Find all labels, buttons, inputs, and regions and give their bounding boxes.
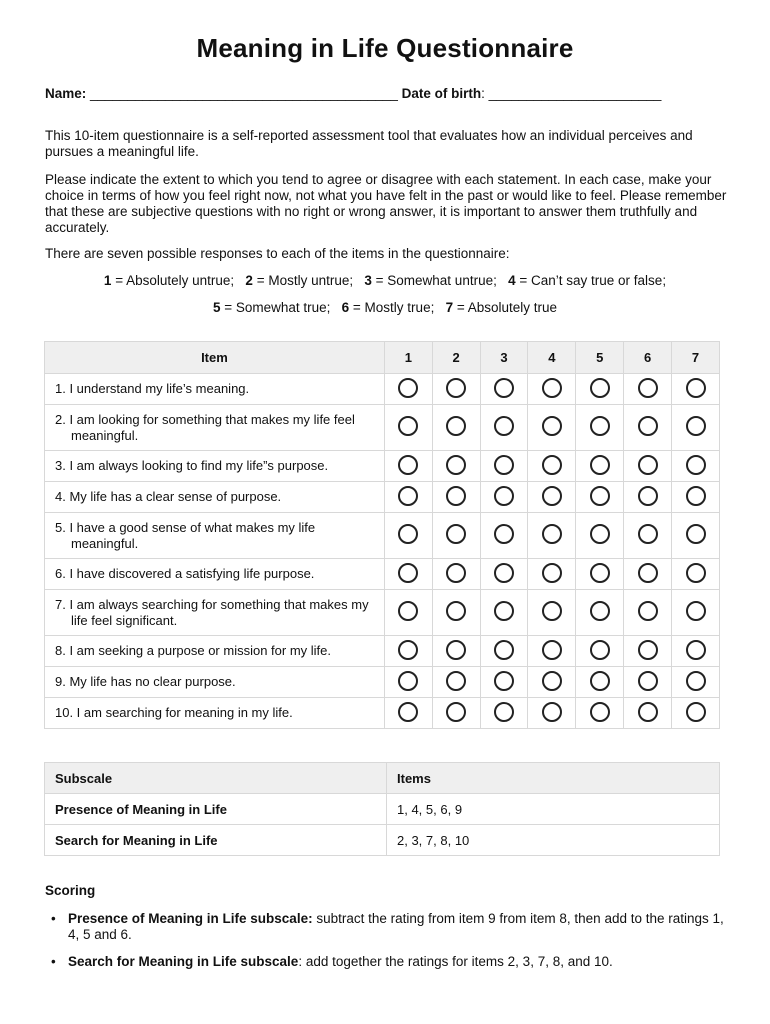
- rating-cell: [480, 374, 528, 405]
- rating-cell: [624, 405, 672, 451]
- rating-radio-3[interactable]: [494, 378, 514, 398]
- rating-cell: [624, 636, 672, 667]
- table-row: [45, 451, 720, 482]
- rating-cell: [432, 482, 480, 513]
- rating-cell: [672, 667, 720, 698]
- rating-radio-6[interactable]: [638, 378, 658, 398]
- rating-radio-4[interactable]: [542, 563, 562, 583]
- rating-cell: [480, 559, 528, 590]
- rating-radio-3[interactable]: [494, 563, 514, 583]
- bullet-icon: •: [51, 954, 56, 969]
- rating-radio-4[interactable]: [542, 702, 562, 722]
- rating-cell: [672, 405, 720, 451]
- rating-radio-2[interactable]: [446, 702, 466, 722]
- rating-radio-1[interactable]: [398, 671, 418, 691]
- rating-radio-5[interactable]: [590, 416, 610, 436]
- scoring-bold: Presence of Meaning in Life subscale:: [68, 911, 313, 926]
- rating-cell: [576, 636, 624, 667]
- rating-cell: [384, 636, 432, 667]
- rating-radio-4[interactable]: [542, 455, 562, 475]
- table-row: [45, 559, 720, 590]
- rating-cell: [528, 482, 576, 513]
- scale-line-2: [0, 300, 770, 315]
- rating-radio-3[interactable]: [494, 671, 514, 691]
- item-text: 6. I have discovered a satisfying life purpose.: [55, 566, 315, 581]
- table-header-row: [45, 342, 720, 374]
- rating-radio-4[interactable]: [542, 524, 562, 544]
- table-row: [45, 636, 720, 667]
- rating-cell: [576, 698, 624, 729]
- item-text: 8. I am seeking a purpose or mission for my life.: [55, 643, 332, 658]
- rating-radio-3[interactable]: [494, 486, 514, 506]
- table-row: [45, 794, 720, 825]
- rating-radio-1[interactable]: [398, 455, 418, 475]
- rating-radio-6[interactable]: [638, 640, 658, 660]
- rating-cell: [432, 374, 480, 405]
- scale-num: 4: [508, 273, 516, 288]
- items-column-header: Items: [387, 763, 720, 794]
- responses-intro: There are seven possible responses to each of the items in the questionnaire:: [45, 246, 510, 261]
- subscale-name: Search for Meaning in Life: [45, 825, 387, 856]
- item-text: 10. I am searching for meaning in my life.: [55, 705, 293, 720]
- rating-radio-4[interactable]: [542, 486, 562, 506]
- rating-cell: [576, 590, 624, 636]
- table-row: [45, 482, 720, 513]
- rating-radio-1[interactable]: [398, 524, 418, 544]
- page-title: Meaning in Life Questionnaire: [196, 33, 574, 63]
- rating-cell: [672, 451, 720, 482]
- scoring-text: : add together the ratings for items 2, 3, 7, 8, and 10.: [298, 954, 613, 969]
- rating-cell: [528, 451, 576, 482]
- rating-radio-1[interactable]: [398, 702, 418, 722]
- rating-cell: [624, 513, 672, 559]
- item-text: 9. My life has no clear purpose.: [55, 674, 236, 689]
- rating-cell: [672, 698, 720, 729]
- subscale-name: Presence of Meaning in Life: [45, 794, 387, 825]
- rating-radio-1[interactable]: [398, 378, 418, 398]
- scoring-bold: Search for Meaning in Life subscale: [68, 954, 299, 969]
- rating-cell: [672, 636, 720, 667]
- name-field[interactable]: _________________________________________: [90, 86, 398, 101]
- rating-cell: [576, 451, 624, 482]
- rating-radio-7[interactable]: [686, 671, 706, 691]
- rating-radio-3[interactable]: [494, 416, 514, 436]
- dob-label: Date of birth: [401, 86, 482, 101]
- rating-cell: [528, 513, 576, 559]
- rating-cell: [432, 451, 480, 482]
- rating-cell: [576, 405, 624, 451]
- rating-radio-1[interactable]: [398, 601, 418, 621]
- item-text: 2. I am looking for something that makes my life feel meaningful.: [55, 411, 355, 443]
- rating-radio-7[interactable]: [686, 524, 706, 544]
- rating-radio-5[interactable]: [590, 563, 610, 583]
- rating-radio-7[interactable]: [686, 486, 706, 506]
- rating-cell: [576, 374, 624, 405]
- rating-cell: [576, 513, 624, 559]
- rating-cell: [624, 374, 672, 405]
- subscale-column-header: Subscale: [45, 763, 387, 794]
- rating-radio-7[interactable]: [686, 455, 706, 475]
- rating-cell: [528, 636, 576, 667]
- item-text-cell: [45, 590, 385, 636]
- rating-cell: [672, 559, 720, 590]
- rating-radio-5[interactable]: [590, 640, 610, 660]
- rating-cell: [480, 590, 528, 636]
- scale-num: 2: [245, 273, 253, 288]
- rating-cell: [432, 513, 480, 559]
- rating-cell: [384, 590, 432, 636]
- scale-text: = Can’t say true or false;: [515, 273, 667, 288]
- rating-radio-5[interactable]: [590, 378, 610, 398]
- rating-radio-5[interactable]: [590, 702, 610, 722]
- name-dob-line: [45, 86, 725, 101]
- rating-radio-7[interactable]: [686, 601, 706, 621]
- rating-radio-2[interactable]: [446, 378, 466, 398]
- rating-radio-6[interactable]: [638, 416, 658, 436]
- rating-cell: [432, 667, 480, 698]
- rating-radio-3[interactable]: [494, 524, 514, 544]
- rating-radio-6[interactable]: [638, 702, 658, 722]
- name-label: Name:: [45, 86, 87, 101]
- rating-cell: [528, 590, 576, 636]
- scale-text: = Somewhat true;: [220, 300, 331, 315]
- scale-text: = Somewhat untrue;: [371, 273, 497, 288]
- dob-colon: :: [481, 86, 485, 101]
- rating-radio-6[interactable]: [638, 486, 658, 506]
- rating-cell: [624, 698, 672, 729]
- rating-radio-6[interactable]: [638, 455, 658, 475]
- rating-radio-3[interactable]: [494, 640, 514, 660]
- rating-radio-3[interactable]: [494, 601, 514, 621]
- column-header-5: 5: [576, 342, 624, 374]
- instructions-paragraph: Please indicate the extent to which you tend to agree or disagree with each statement. In each case, make your choice in terms of how you feel right now, not what you have felt in the past or would like to feel. Please remember that these are subjective questions with no right or wrong answer, it is important to answer them truthfully and accurately.: [45, 172, 727, 235]
- table-row: [45, 513, 720, 559]
- rating-radio-4[interactable]: [542, 601, 562, 621]
- rating-cell: [528, 374, 576, 405]
- dob-field[interactable]: _______________________: [488, 86, 662, 101]
- rating-cell: [624, 482, 672, 513]
- rating-cell: [432, 590, 480, 636]
- list-item: [45, 954, 725, 970]
- rating-cell: [528, 559, 576, 590]
- subscale-items: 1, 4, 5, 6, 9: [387, 794, 720, 825]
- rating-cell: [528, 667, 576, 698]
- rating-cell: [672, 513, 720, 559]
- table-row: [45, 667, 720, 698]
- bullet-icon: •: [51, 911, 56, 926]
- item-text: 3. I am always looking to find my life”s purpose.: [55, 458, 329, 473]
- scale-num: 1: [103, 273, 112, 288]
- rating-cell: [384, 405, 432, 451]
- rating-cell: [576, 482, 624, 513]
- rating-radio-7[interactable]: [686, 702, 706, 722]
- rating-radio-3[interactable]: [494, 702, 514, 722]
- scale-num: 6: [341, 300, 350, 315]
- scale-text: = Absolutely untrue;: [111, 273, 235, 288]
- intro-paragraph: This 10-item questionnaire is a self-reported assessment tool that evaluates how an individual perceives and pursues a meaningful life.: [45, 128, 693, 159]
- rating-radio-2[interactable]: [446, 455, 466, 475]
- table-row: [45, 698, 720, 729]
- item-text-cell: [45, 405, 385, 451]
- item-text: 1. I understand my life’s meaning.: [55, 381, 250, 396]
- column-header-6: 6: [624, 342, 672, 374]
- rating-cell: [384, 667, 432, 698]
- rating-cell: [672, 482, 720, 513]
- item-text-cell: [45, 451, 385, 482]
- scale-text: = Mostly true;: [349, 300, 435, 315]
- rating-radio-2[interactable]: [446, 671, 466, 691]
- column-header-4: 4: [528, 342, 576, 374]
- table-row: [45, 825, 720, 856]
- column-header-1: 1: [384, 342, 432, 374]
- rating-cell: [384, 698, 432, 729]
- item-text-cell: [45, 374, 385, 405]
- rating-cell: [576, 559, 624, 590]
- rating-radio-4[interactable]: [542, 671, 562, 691]
- rating-radio-7[interactable]: [686, 416, 706, 436]
- scoring-heading: Scoring: [45, 883, 96, 898]
- rating-radio-4[interactable]: [542, 378, 562, 398]
- subscale-items: 2, 3, 7, 8, 10: [387, 825, 720, 856]
- rating-cell: [528, 698, 576, 729]
- rating-cell: [672, 590, 720, 636]
- rating-radio-6[interactable]: [638, 563, 658, 583]
- rating-radio-5[interactable]: [590, 486, 610, 506]
- column-header-2: 2: [432, 342, 480, 374]
- item-text: 5. I have a good sense of what makes my life meaningful.: [55, 519, 316, 551]
- rating-radio-1[interactable]: [398, 640, 418, 660]
- scoring-text: subtract the rating from item 9 from item 8, then add to the ratings 1, 4, 5 and 6.: [68, 911, 724, 942]
- item-text-cell: [45, 559, 385, 590]
- rating-radio-1[interactable]: [398, 416, 418, 436]
- rating-cell: [480, 698, 528, 729]
- item-text-cell: [45, 667, 385, 698]
- rating-radio-6[interactable]: [638, 601, 658, 621]
- rating-cell: [480, 405, 528, 451]
- rating-radio-4[interactable]: [542, 416, 562, 436]
- rating-cell: [384, 451, 432, 482]
- item-text: 7. I am always searching for something that makes my life feel significant.: [55, 596, 369, 628]
- item-text-cell: [45, 636, 385, 667]
- item-column-header: Item: [45, 342, 385, 374]
- table-row: [45, 405, 720, 451]
- rating-cell: [432, 636, 480, 667]
- rating-cell: [384, 482, 432, 513]
- subscale-header-row: [45, 763, 720, 794]
- item-text: 4. My life has a clear sense of purpose.: [55, 489, 282, 504]
- rating-cell: [384, 374, 432, 405]
- scale-num: 3: [364, 273, 372, 288]
- table-row: [45, 374, 720, 405]
- rating-radio-1[interactable]: [398, 563, 418, 583]
- rating-cell: [576, 667, 624, 698]
- scale-num: 5: [212, 300, 221, 315]
- rating-radio-7[interactable]: [686, 563, 706, 583]
- item-text-cell: [45, 513, 385, 559]
- rating-cell: [480, 451, 528, 482]
- rating-cell: [480, 482, 528, 513]
- rating-cell: [384, 559, 432, 590]
- rating-radio-6[interactable]: [638, 671, 658, 691]
- rating-radio-7[interactable]: [686, 640, 706, 660]
- rating-cell: [432, 698, 480, 729]
- item-text-cell: [45, 698, 385, 729]
- questionnaire-table: [44, 341, 720, 729]
- rating-radio-5[interactable]: [590, 524, 610, 544]
- rating-cell: [432, 559, 480, 590]
- rating-cell: [528, 405, 576, 451]
- rating-cell: [480, 636, 528, 667]
- rating-cell: [624, 451, 672, 482]
- scale-num: 7: [445, 300, 454, 315]
- rating-cell: [624, 667, 672, 698]
- column-header-7: 7: [672, 342, 720, 374]
- rating-radio-4[interactable]: [542, 640, 562, 660]
- rating-radio-2[interactable]: [446, 640, 466, 660]
- rating-radio-6[interactable]: [638, 524, 658, 544]
- rating-cell: [480, 667, 528, 698]
- rating-cell: [672, 374, 720, 405]
- rating-radio-2[interactable]: [446, 563, 466, 583]
- rating-radio-2[interactable]: [446, 601, 466, 621]
- rating-radio-7[interactable]: [686, 378, 706, 398]
- rating-radio-1[interactable]: [398, 486, 418, 506]
- subscale-table: [44, 762, 720, 856]
- scale-line-1: [0, 273, 770, 288]
- column-header-3: 3: [480, 342, 528, 374]
- list-item: [45, 911, 725, 943]
- rating-radio-5[interactable]: [590, 455, 610, 475]
- rating-radio-2[interactable]: [446, 416, 466, 436]
- scale-text: = Mostly untrue;: [252, 273, 354, 288]
- table-row: [45, 590, 720, 636]
- rating-cell: [432, 405, 480, 451]
- rating-cell: [480, 513, 528, 559]
- rating-cell: [384, 513, 432, 559]
- rating-cell: [624, 559, 672, 590]
- rating-radio-3[interactable]: [494, 455, 514, 475]
- rating-radio-2[interactable]: [446, 524, 466, 544]
- rating-cell: [624, 590, 672, 636]
- rating-radio-5[interactable]: [590, 601, 610, 621]
- scoring-list: [45, 911, 725, 981]
- rating-radio-2[interactable]: [446, 486, 466, 506]
- item-text-cell: [45, 482, 385, 513]
- rating-radio-5[interactable]: [590, 671, 610, 691]
- scale-text: = Absolutely true: [453, 300, 558, 315]
